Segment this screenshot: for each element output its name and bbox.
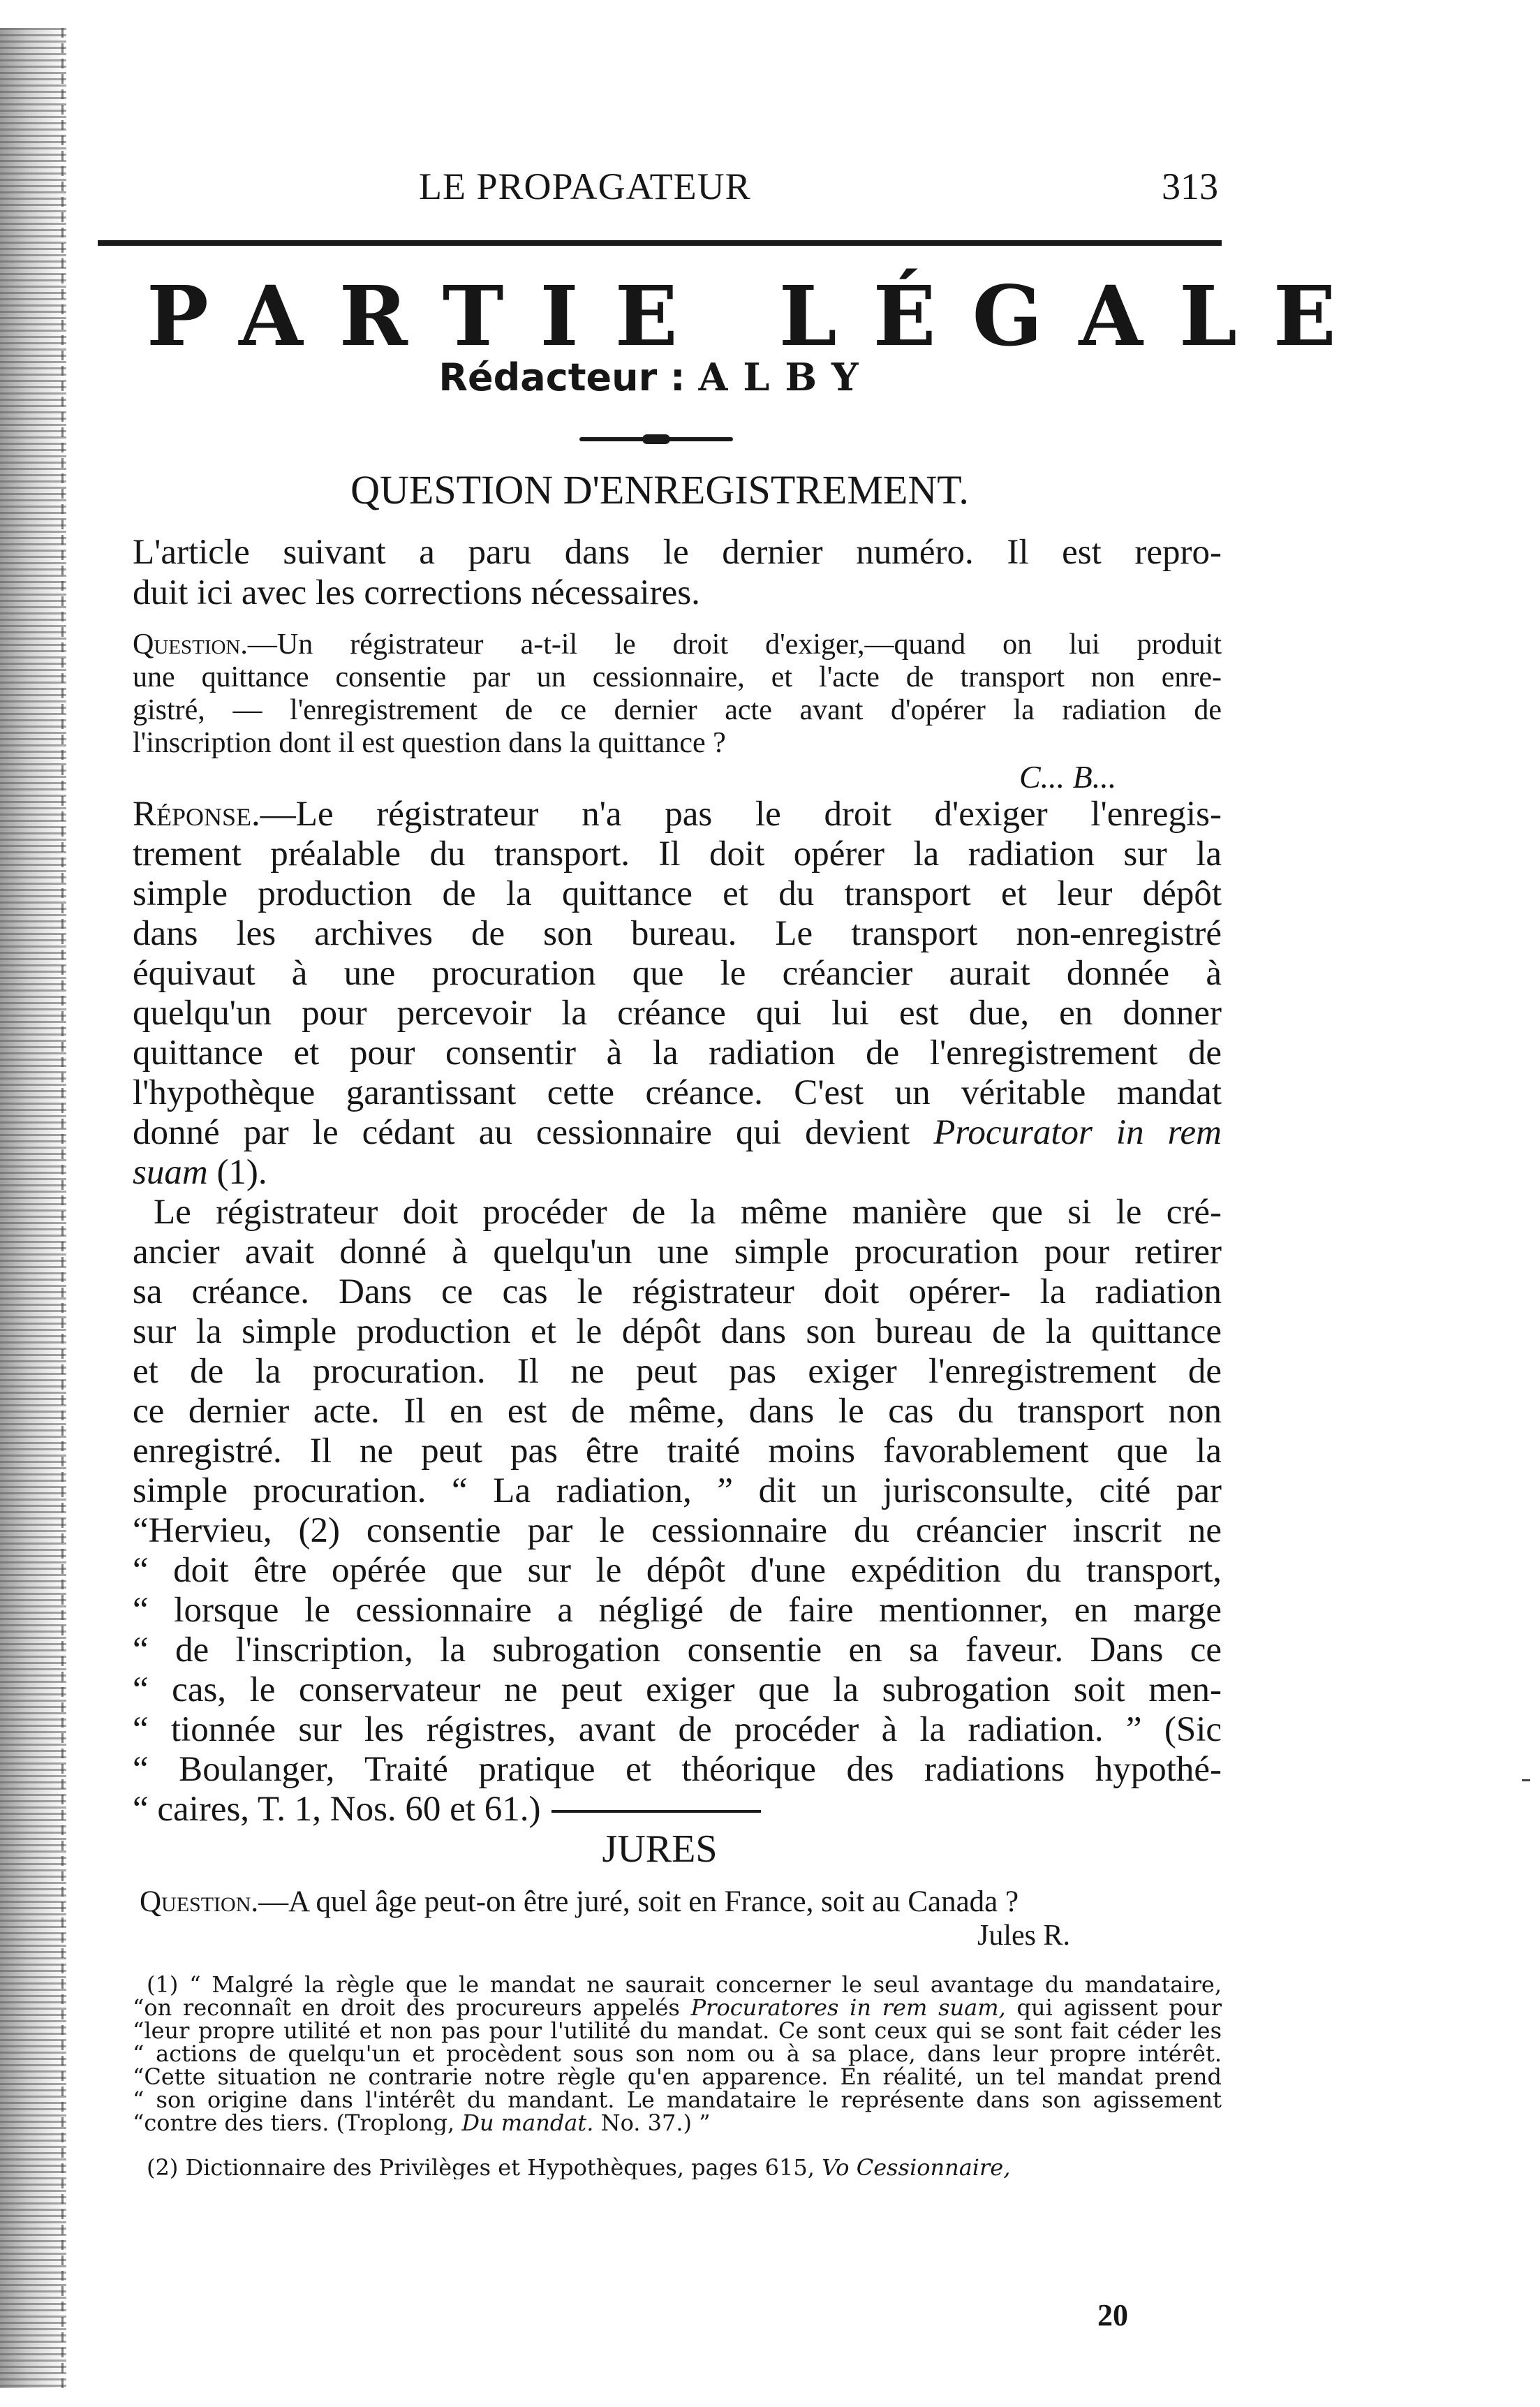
paragraph-line: et de la procuration. Il ne peut pas exiger l'enregistrement de	[133, 1352, 1222, 1391]
footnote-italic: Du mandat.	[461, 2110, 594, 2135]
footnote-line: “ actions de quelqu'un et procèdent sous son nom ou à sa place, dans leur propre intérêt.	[133, 2040, 1222, 2067]
answer-line	[133, 1153, 1222, 1193]
answer-line: quittance et pour consentir à la radiation de l'enregistrement de	[133, 1033, 1222, 1073]
question-line: gistré, — l'enregistrement de ce dernier acte avant d'opérer la radiation de	[133, 694, 1222, 726]
paragraph-line: “ cas, le conservateur ne peut exiger que la subrogation soit men-	[133, 1670, 1222, 1709]
section-divider	[551, 1810, 761, 1813]
answer-line	[133, 795, 1222, 834]
question-line	[133, 628, 1222, 661]
footnote-text: “contre des tiers. (Troplong,	[133, 2110, 455, 2135]
answer-text: (1).	[207, 1153, 267, 1192]
question-text: —Un régistrateur a-t-il le droit d'exiger,—quand on lui produit	[247, 628, 1222, 661]
answer-italic: Procurator in rem	[933, 1113, 1222, 1152]
paragraph-line: “ doit être opérée que sur le dépôt d'une expédition du transport,	[133, 1551, 1222, 1590]
intro-line: duit ici avec les corrections nécessaires.	[133, 573, 700, 612]
page-number: 313	[1162, 165, 1218, 207]
article-heading: JURES	[602, 1827, 718, 1871]
footnote-1	[133, 1973, 1222, 2135]
header-rule	[98, 240, 1222, 246]
answer-paragraph	[133, 795, 1222, 1193]
footnote-text: qui agissent pour	[1005, 1994, 1222, 2021]
question-line: une quittance consentie par un cessionnaire, et l'acte de transport non enre-	[133, 661, 1222, 693]
answer-label: Réponse.	[133, 795, 260, 834]
footnote-line	[133, 2112, 1222, 2135]
ornament-rule	[579, 437, 733, 441]
footnote-text: “on reconnaît en droit des procureurs appelés	[133, 1994, 680, 2021]
paragraph-line: ancier avait donné à quelqu'un une simple procuration pour retirer	[133, 1232, 1222, 1272]
intro-line: L'article suivant a paru dans le dernier numéro. Il est repro-	[133, 533, 1222, 572]
question-signature: Jules R.	[977, 1920, 1071, 1952]
section-title: PARTIE LÉGALE	[147, 267, 1372, 365]
paragraph-line: simple procuration. “ La radiation, ” dit un jurisconsulte, cité par	[133, 1471, 1222, 1510]
question-line: l'inscription dont il est question dans la quittance ?	[133, 727, 726, 759]
answer-line	[133, 1113, 1222, 1153]
running-head: LE PROPAGATEUR	[419, 165, 751, 207]
answer-line: simple production de la quittance et du transport et leur dépôt	[133, 874, 1222, 913]
footnote-italic: Procuratores in rem suam,	[690, 1994, 1006, 2021]
question-paragraph	[133, 628, 1222, 760]
binding-edge	[0, 28, 66, 2388]
paragraph-line: “ lorsque le cessionnaire a négligé de faire mentionner, en marge	[133, 1591, 1222, 1630]
answer-line: trement préalable du transport. Il doit opérer la radiation sur la	[133, 834, 1222, 874]
paragraph-line: sur la simple production et le dépôt dans son bureau de la quittance	[133, 1312, 1222, 1351]
paragraph-line: Le régistrateur doit procéder de la même manière que si le cré-	[154, 1193, 1222, 1232]
editor-line	[391, 355, 921, 399]
editor-name: ALBY	[698, 355, 874, 399]
footnote-line: “ son origine dans l'intérêt du mandant. Le mandataire le représente dans son agissement	[133, 2086, 1222, 2113]
footnote-2	[133, 2156, 1222, 2179]
paragraph-line: “Hervieu, (2) consentie par le cessionnaire du créancier inscrit ne	[133, 1511, 1222, 1550]
paragraph-line: “ Boulanger, Traité pratique et théorique des radiations hypothé-	[133, 1750, 1222, 1789]
footnote-line: “leur propre utilité et non pas pour l'utilité du mandat. Ce sont ceux qui se sont fait céder les	[133, 2017, 1222, 2044]
answer-text: donné par le cédant au cessionnaire qui devient	[133, 1113, 910, 1152]
footnote-italic: Vo Cessionnaire,	[822, 2156, 1011, 2179]
answer-italic: suam	[133, 1153, 208, 1192]
paragraph-line: “ caires, T. 1, Nos. 60 et 61.)	[133, 1790, 541, 1829]
question-label: Question.	[133, 628, 248, 661]
paragraph-line: “ de l'inscription, la subrogation consentie en sa faveur. Dans ce	[133, 1631, 1222, 1670]
paragraph-line: ce dernier acte. Il en est de même, dans le cas du transport non	[133, 1392, 1222, 1431]
intro-paragraph	[133, 532, 1222, 613]
footnote-line	[133, 2156, 1222, 2179]
footnote-line: (1) “ Malgré la règle que le mandat ne saurait concerner le seul avantage du mandataire,	[147, 1973, 1222, 1998]
footnote-line: “Cette situation ne contrarie notre règle qu'en apparence. En réalité, un tel mandat prend	[133, 2063, 1222, 2090]
answer-line: l'hypothèque garantissant cette créance. C'est un véritable mandat	[133, 1073, 1222, 1112]
signature-mark: 20	[1097, 2298, 1128, 2332]
question-line	[133, 1885, 1222, 1918]
footnote-text: No. 37.) ”	[593, 2110, 711, 2135]
paragraph-line: “ tionnée sur les régistres, avant de procéder à la radiation. ” (Sic	[133, 1710, 1222, 1749]
answer-text: —Le régistrateur n'a pas le droit d'exiger l'enregis-	[260, 795, 1222, 834]
question-text: —A quel âge peut-on être juré, soit en France, soit au Canada ?	[258, 1885, 1019, 1918]
edge-mark	[1522, 1779, 1530, 1781]
question-label: Question.	[140, 1885, 259, 1918]
binding-perforation	[61, 28, 64, 2388]
footnote-text: (2) Dictionnaire des Privilèges et Hypothèques, pages 615,	[147, 2156, 815, 2179]
answer-line: quelqu'un pour percevoir la créance qui lui est due, en donner	[133, 994, 1222, 1033]
question-signature: C... B...	[1019, 759, 1117, 795]
paragraph-line: enregistré. Il ne peut pas être traité moins favorablement que la	[133, 1431, 1222, 1471]
answer-line: équivaut à une procuration que le créancier aurait donnée à	[133, 954, 1222, 993]
question-paragraph	[133, 1885, 1222, 1918]
paragraph-line: sa créance. Dans ce cas le régistrateur doit opérer- la radiation	[133, 1272, 1222, 1311]
answer-line: dans les archives de son bureau. Le transport non-enregistré	[133, 914, 1222, 953]
second-paragraph	[133, 1193, 1222, 1830]
editor-label: Rédacteur :	[438, 355, 686, 399]
footnote-line	[133, 1996, 1222, 2019]
article-heading: QUESTION D'ENREGISTREMENT.	[350, 467, 969, 513]
